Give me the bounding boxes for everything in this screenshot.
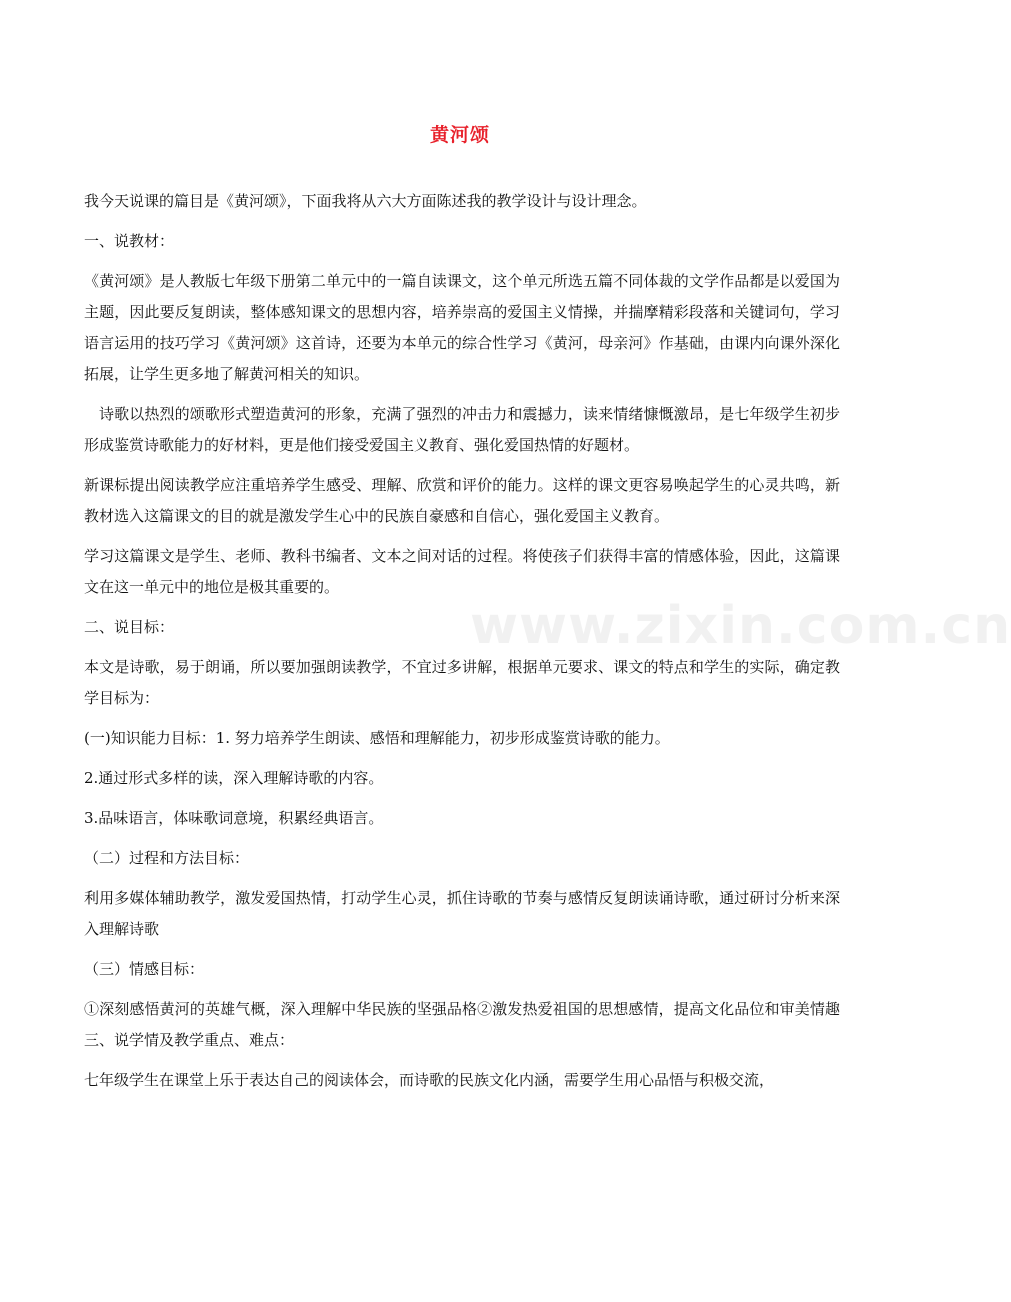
goal-process-paragraph: 利用多媒体辅助教学，激发爱国热情，打动学生心灵，抓住诗歌的节奏与感情反复朗读诵诗歌，通过研讨分析来深入理解诗歌: [84, 889, 840, 938]
goal-knowledge-1: (一)知识能力目标：1. 努力培养学生朗读、感悟和理解能力，初步形成鉴赏诗歌的能力。: [84, 729, 670, 747]
poem-paragraph: 诗歌以热烈的颂歌形式塑造黄河的形象，充满了强烈的冲击力和震撼力，读来情绪慷慨激昂，是七年级学生初步形成鉴赏诗歌能力的好材料，更是他们接受爱国主义教育、强化爱国热情的好题材。: [84, 405, 840, 454]
goal-emotion-paragraph: ①深刻感悟黄河的英雄气概，深入理解中华民族的坚强品格②激发热爱祖国的思想感情，提高文化品位和审美情趣三、说学情及教学重点、难点：: [84, 1000, 840, 1049]
intro-paragraph: 我今天说课的篇目是《黄河颂》，下面我将从六大方面陈述我的教学设计与设计理念。: [84, 192, 647, 210]
section-heading-textbook: 一、说教材：: [84, 232, 175, 250]
goal-knowledge-2: 2.通过形式多样的读，深入理解诗歌的内容。: [84, 769, 384, 787]
watermark: www.zixin.com.cn: [470, 596, 1011, 656]
learning-situation-paragraph: 七年级学生在课堂上乐于表达自己的阅读体会，而诗歌的民族文化内涵，需要学生用心品悟与积极交流，: [84, 1071, 775, 1089]
section-heading-goals: 二、说目标：: [84, 618, 175, 636]
goals-intro-paragraph: 本文是诗歌，易于朗诵，所以要加强朗读教学，不宜过多讲解，根据单元要求、课文的特点和学生的实际，确定教学目标为：: [84, 658, 840, 707]
goal-knowledge-3: 3.品味语言，体味歌词意境，积累经典语言。: [84, 809, 384, 827]
textbook-paragraph: 《黄河颂》是人教版七年级下册第二单元中的一篇自读课文，这个单元所选五篇不同体裁的文学作品都是以爱国为主题，因此要反复朗读，整体感知课文的思想内容，培养崇高的爱国主义情操，并揣摩精彩段落和关键词句，学习语言运用的技巧学习《黄河颂》这首诗，还要为本单元的综合性学习《黄河，母亲河》作基础，由课内向课外深化拓展，让学生更多地了解黄河相关的知识。: [84, 272, 840, 383]
document-title: 黄河颂: [429, 124, 490, 146]
curriculum-paragraph: 新课标提出阅读教学应注重培养学生感受、理解、欣赏和评价的能力。这样的课文更容易唤起学生的心灵共鸣，新教材选入这篇课文的目的就是激发学生心中的民族自豪感和自信心，强化爱国主义教育。: [84, 476, 840, 525]
dialogue-paragraph: 学习这篇课文是学生、老师、教科书编者、文本之间对话的过程。将使孩子们获得丰富的情感体验，因此，这篇课文在这一单元中的地位是极其重要的。: [84, 547, 840, 596]
document-body: [84, 186, 840, 1105]
goal-emotion-heading: （三）情感目标：: [84, 960, 205, 978]
goal-process-heading: （二）过程和方法目标：: [84, 849, 250, 867]
